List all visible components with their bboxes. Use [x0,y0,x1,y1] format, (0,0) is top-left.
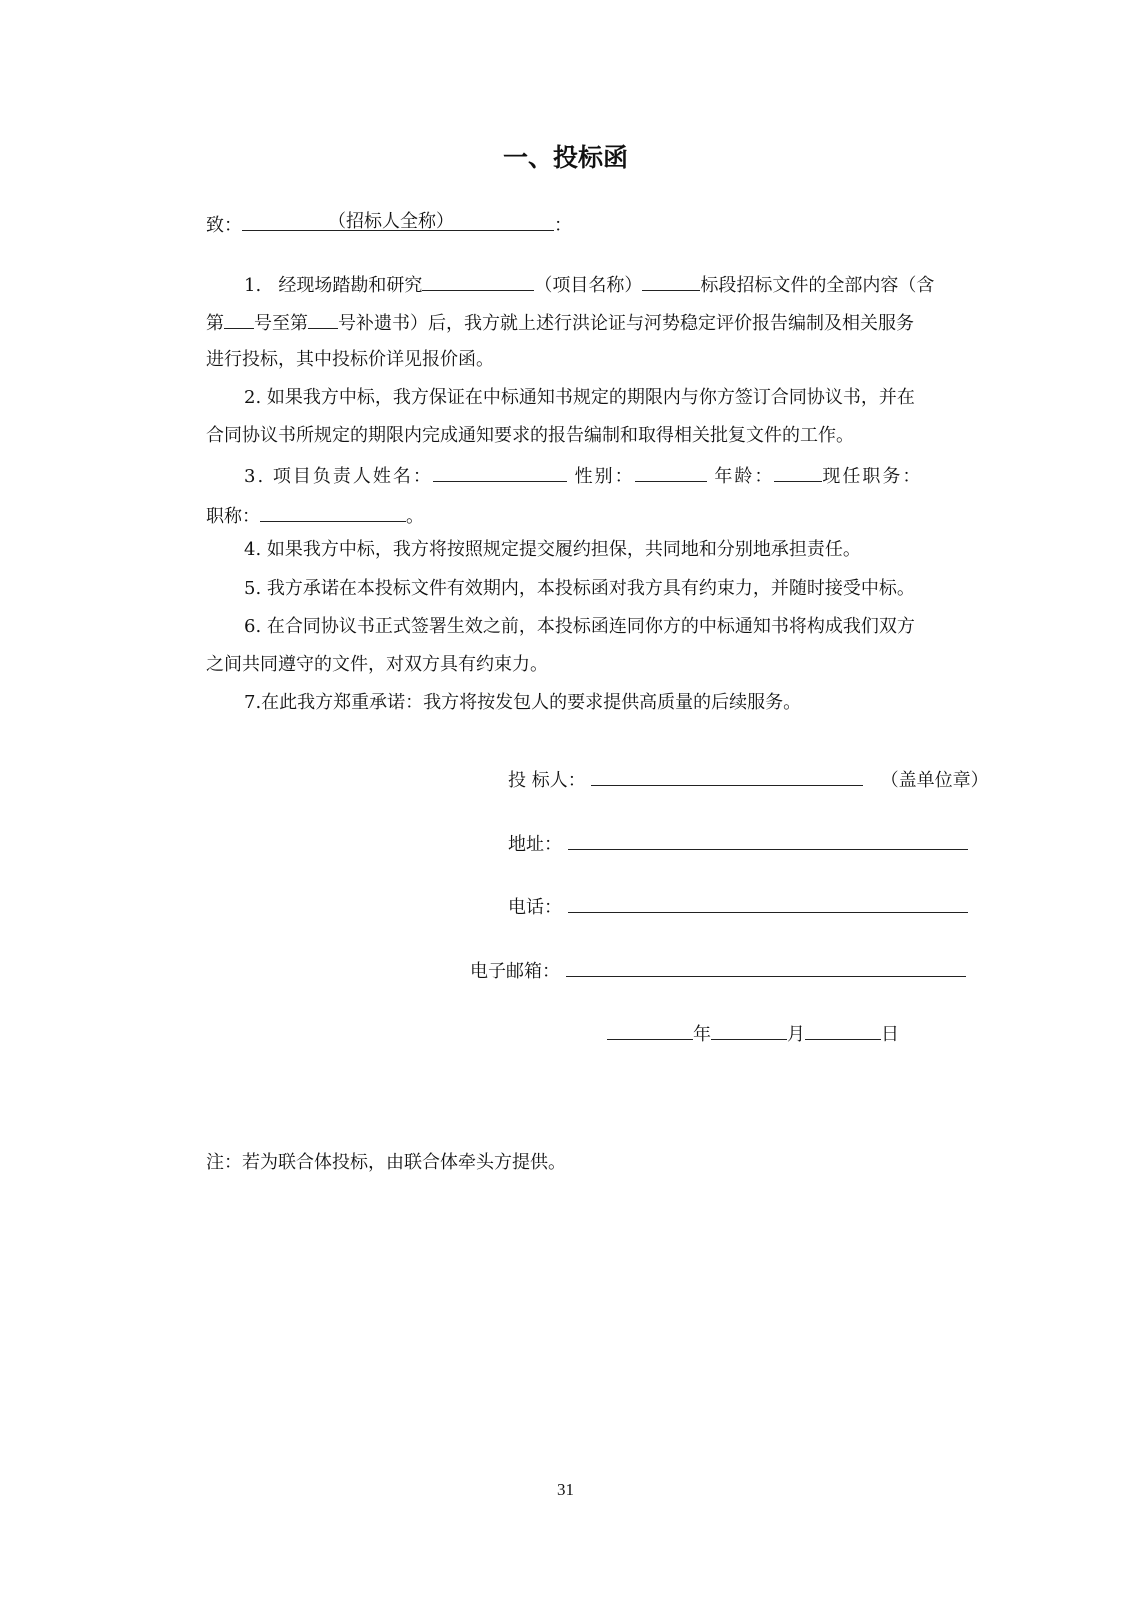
addendum-to-field[interactable] [308,310,338,329]
date-line [607,1021,899,1047]
bidder-field[interactable] [591,767,863,786]
manager-name-field[interactable] [433,463,567,482]
section-field[interactable] [642,272,700,291]
item-1-text-f: 号补遗书）后，我方就上述行洪论证与河势稳定评价报告编制及相关服务 [338,313,914,334]
addressee-prefix: 致： [206,215,242,236]
item-3-line-2 [206,503,424,529]
item-1-line-2 [206,310,914,336]
addressee-field[interactable] [242,212,554,231]
project-name-field[interactable] [422,272,534,291]
email-field[interactable] [566,958,966,977]
page-number: 31 [557,1480,574,1499]
bidder-label: 投 标人： [508,770,586,791]
address-line [508,831,968,857]
day-label: 日 [881,1024,899,1045]
item-3-line-1 [244,463,922,489]
item-3-text-f: 。 [406,506,424,527]
gender-field[interactable] [635,463,707,482]
item-3-text-b: 性别： [574,466,635,487]
addendum-from-field[interactable] [224,310,254,329]
item-2-line-1: 2. 如果我方中标，我方保证在中标通知书规定的期限内与你方签订合同协议书，并在 [244,387,915,408]
addressee-suffix: ： [554,215,572,236]
seal-label: （盖单位章） [880,770,989,791]
item-1-text-b: （项目名称） [534,275,643,296]
item-4: 4. 如果我方中标，我方将按照规定提交履约担保，共同地和分别地承担责任。 [244,539,861,560]
item-1-text-a: 经现场踏勘和研究 [278,275,423,296]
title-field[interactable] [260,503,406,522]
item-3-text-e: 职称： [206,506,260,527]
item-6-line-1: 6. 在合同协议书正式签署生效之前，本投标函连同你方的中标通知书将构成我们双方 [244,616,915,637]
year-label: 年 [693,1024,711,1045]
address-field[interactable] [568,831,968,850]
item-6-line-2: 之间共同遵守的文件，对双方具有约束力。 [206,654,548,675]
month-field[interactable] [711,1021,787,1040]
item-1-text-e: 号至第 [254,313,308,334]
item-1-line-3: 进行投标，其中投标价详见报价函。 [206,349,494,370]
item-3-text-a: 3. 项目负责人姓名： [244,466,433,487]
address-label: 地址： [508,834,562,855]
item-1-text-c: 标段招标文件的全部内容（含 [700,275,935,296]
day-field[interactable] [805,1021,881,1040]
item-3-text-d: 现任职务： [822,466,923,487]
item-1-number: 1. [244,275,262,296]
month-label: 月 [787,1024,805,1045]
phone-field[interactable] [568,894,968,913]
phone-label: 电话： [508,897,562,918]
item-1-line-1 [244,272,934,298]
item-7: 7.在此我方郑重承诺：我方将按发包人的要求提供高质量的后续服务。 [244,692,802,713]
item-5: 5. 我方承诺在本投标文件有效期内，本投标函对我方具有约束力，并随时接受中标。 [244,578,915,599]
page-title: 一、投标函 [502,143,628,172]
addressee-line [206,212,572,238]
email-line [470,958,966,984]
year-field[interactable] [607,1021,693,1040]
email-label: 电子邮箱： [470,961,560,982]
age-field[interactable] [774,463,822,482]
footnote: 注：若为联合体投标，由联合体牵头方提供。 [206,1152,566,1173]
item-3-text-c: 年龄： [714,466,775,487]
item-2-line-2: 合同协议书所规定的期限内完成通知要求的报告编制和取得相关批复文件的工作。 [206,425,854,446]
bidder-line [508,767,989,793]
phone-line [508,894,968,920]
item-1-text-d: 第 [206,313,224,334]
addressee-placeholder: （招标人全称） [328,211,454,232]
